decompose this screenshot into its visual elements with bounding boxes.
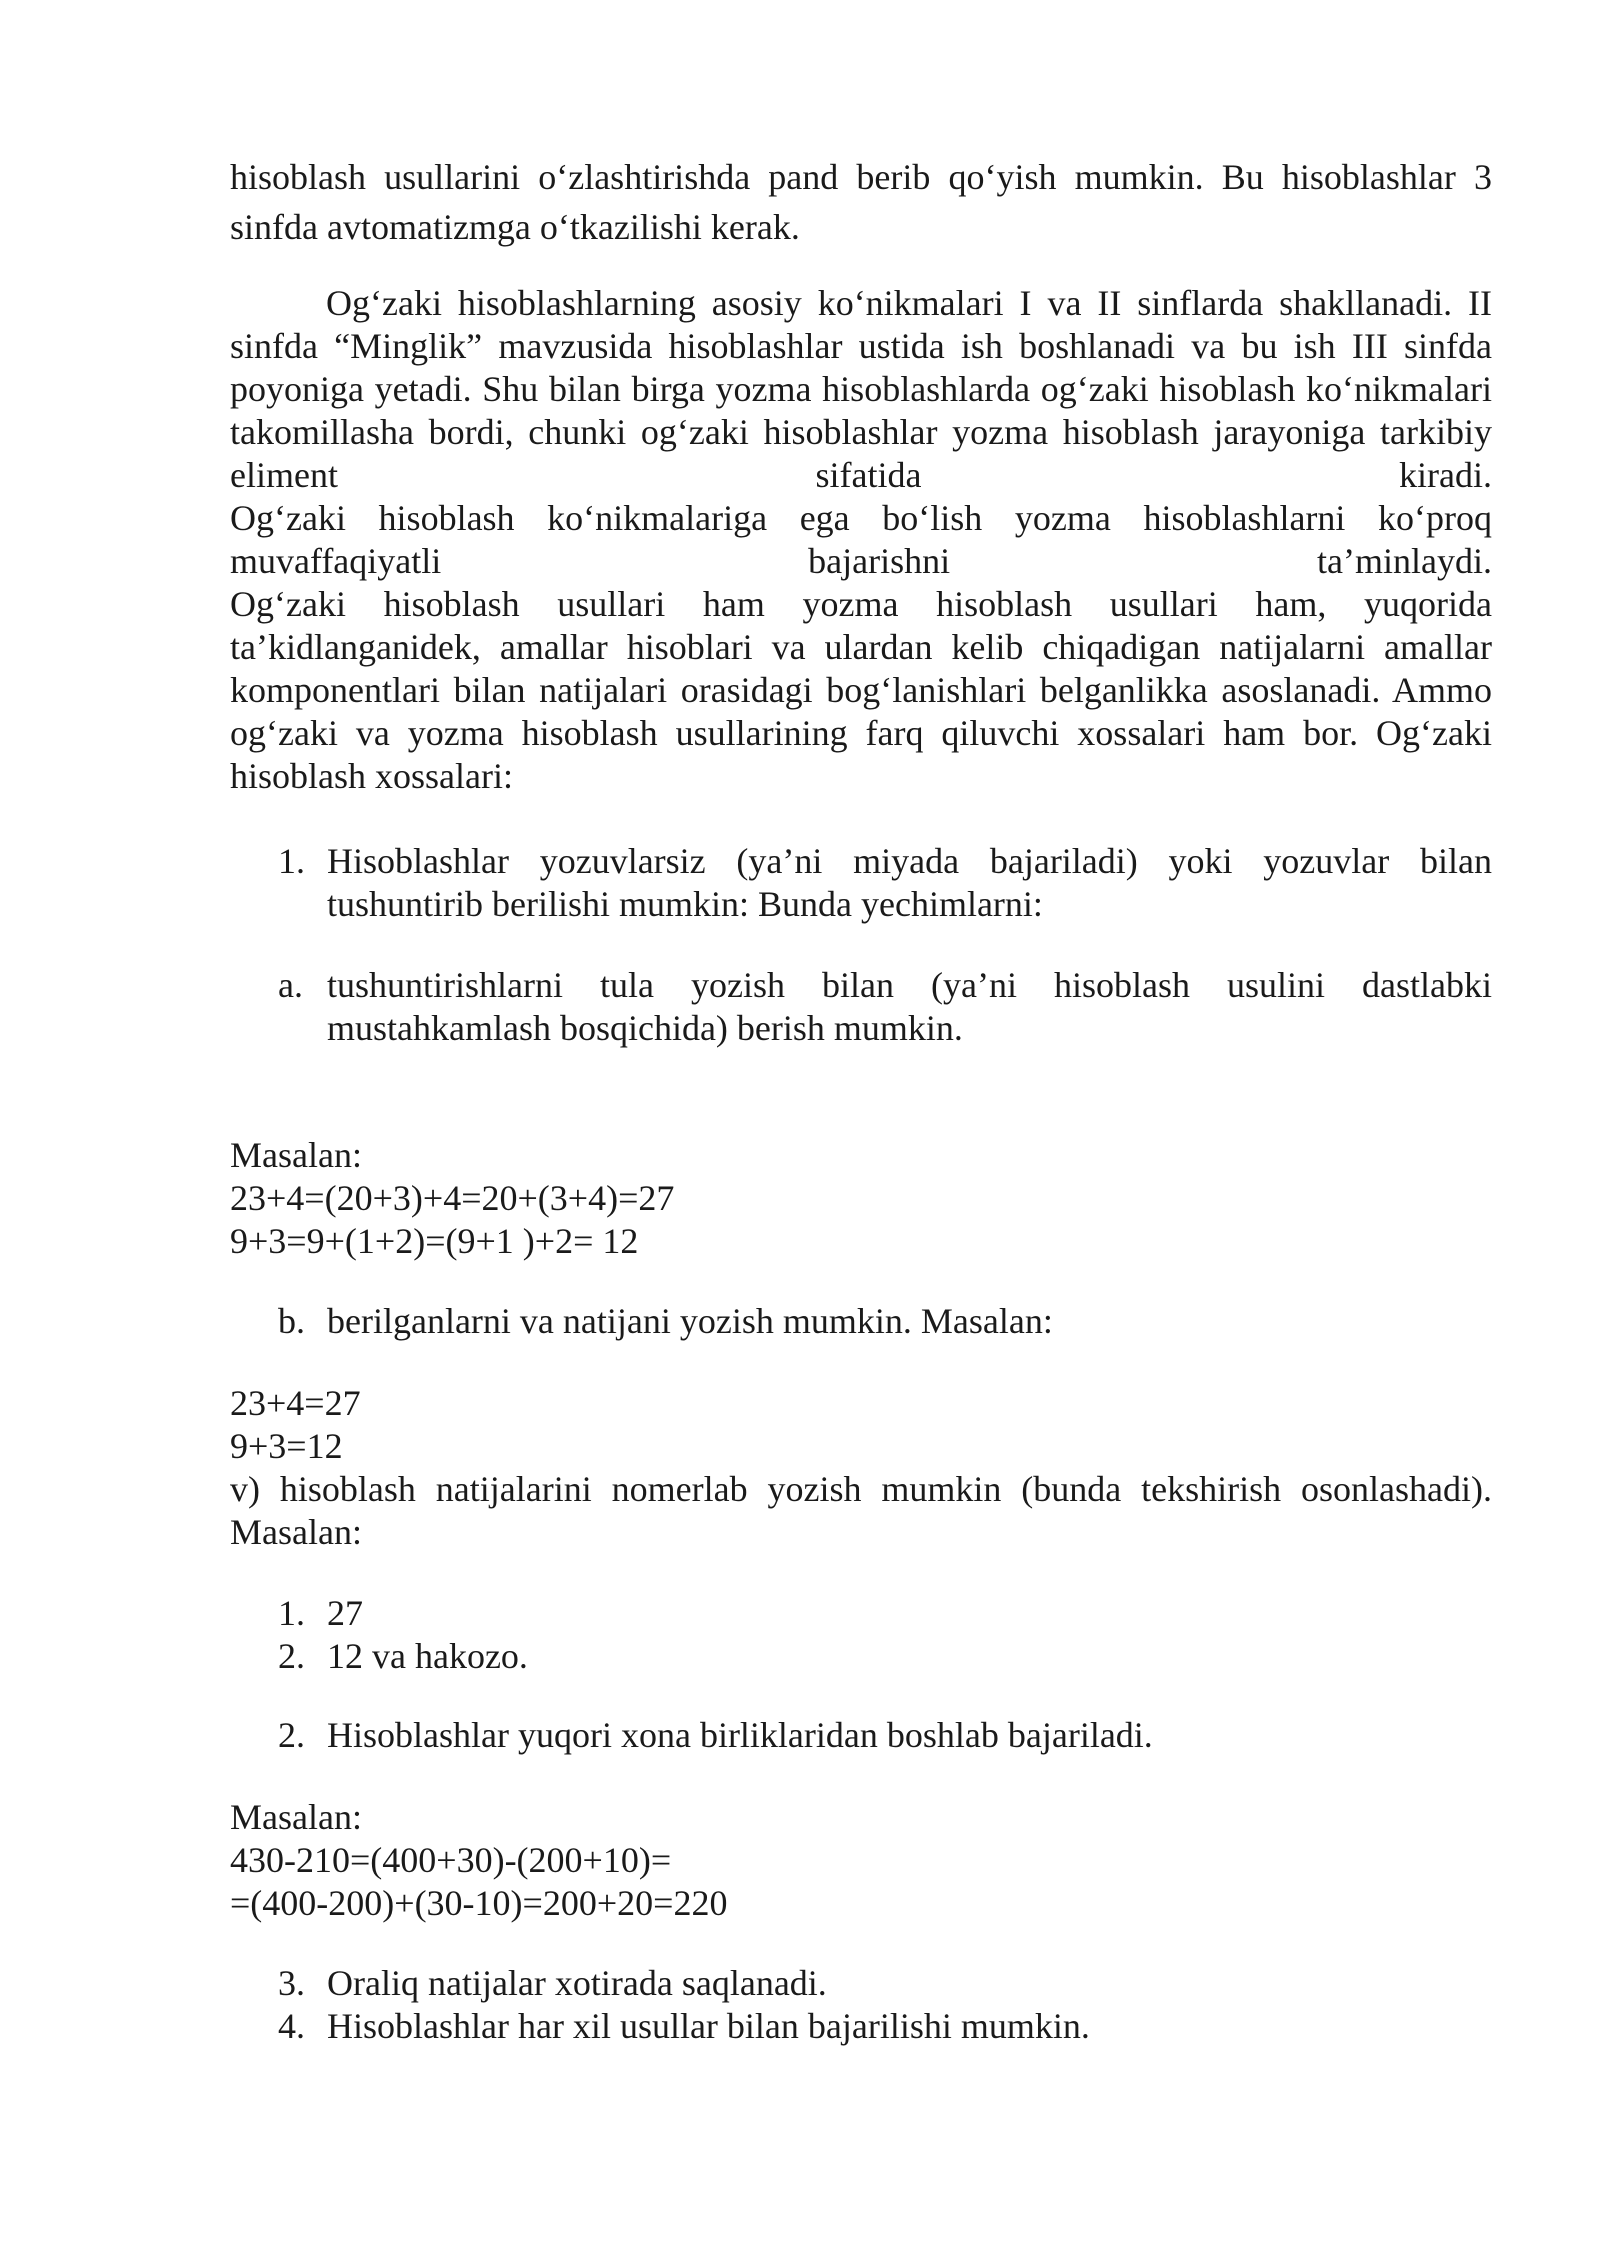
list-marker: 2.: [278, 1636, 305, 1676]
paragraph-text: Og‘zaki hisoblashlarning asosiy ko‘nikmalari I va II sinflarda shakllanadi. II sinfda “Minglik” mavzusida hisoblashlar ustida ish boshlanadi va bu ish III sinfda poyoniga yetadi. Shu bilan birga yozma hisoblashlarda og‘zaki hisoblash ko‘nikmalari takomillasha bordi, chunki og‘zaki hisoblashlar yozma hisoblash jarayoniga tarkibiy eliment sifatida kiradi.: [230, 283, 1492, 495]
list-item: [230, 1592, 1492, 1635]
list-item: [230, 840, 1492, 926]
paragraph-text: Og‘zaki hisoblash usullari ham yozma hisoblash usullari ham, yuqorida ta’kidlanganidek, amallar hisoblari va ulardan kelib chiqadigan natijalarni amallar komponentlari bilan natijalari orasidagi bog‘lanishlari belganlikka asoslanadi. Ammo og‘zaki va yozma hisoblash usullarining farq qiluvchi xossalari ham bor. Og‘zaki hisoblash xossalari:: [230, 584, 1492, 796]
list-item-text: Hisoblashlar har xil usullar bilan bajarilishi mumkin.: [327, 2006, 1090, 2046]
formula-line: 9+3=12: [230, 1426, 343, 1466]
lettered-list: [230, 1300, 1492, 1343]
list-item: [230, 1962, 1492, 2005]
list-marker: b.: [278, 1301, 305, 1341]
list-marker: 1.: [278, 1593, 305, 1633]
list-marker: 1.: [278, 841, 305, 881]
formula-line: 23+4=(20+3)+4=20+(3+4)=27: [230, 1178, 675, 1218]
paragraph-intro: hisoblash usullarini o‘zlashtirishda pand berib qo‘yish mumkin. Bu hisoblashlar 3 sinfda avtomatizmga o‘tkazilishi kerak.: [230, 157, 1492, 247]
formula-line: =(400-200)+(30-10)=200+20=220: [230, 1883, 728, 1923]
list-item: [230, 1300, 1492, 1343]
example-label: Masalan:: [230, 1797, 362, 1837]
numbered-list: [230, 1714, 1492, 1757]
example-label: Masalan:: [230, 1135, 362, 1175]
paragraph-oral-skills: [230, 282, 1492, 798]
formula-line: 23+4=27: [230, 1383, 361, 1423]
paragraph-text: Og‘zaki hisoblash ko‘nikmalariga ega bo‘lish yozma hisoblashlarni ko‘proq muvaffaqiyatli bajarishni ta’minlaydi.: [230, 498, 1492, 581]
list-item: [230, 1714, 1492, 1757]
list-item: [230, 964, 1492, 1050]
numbered-results-list: [230, 1592, 1492, 1678]
lettered-list: [230, 964, 1492, 1050]
list-item: [230, 2005, 1492, 2048]
list-marker: a.: [278, 965, 303, 1005]
numbered-list: [230, 1962, 1492, 2048]
list-item-text: tushuntirishlarni tula yozish bilan (ya’ni hisoblash usulini dastlabki mustahkamlash bosqichida) berish mumkin.: [327, 965, 1492, 1048]
list-item-text: Hisoblashlar yuqori xona birliklaridan boshlab bajariladi.: [327, 1715, 1153, 1755]
list-item-text: Hisoblashlar yozuvlarsiz (ya’ni miyada bajariladi) yoki yozuvlar bilan tushuntirib berilishi mumkin: Bunda yechimlarni:: [327, 841, 1492, 924]
list-marker: 2.: [278, 1715, 305, 1755]
formula-line: 430-210=(400+30)-(200+10)=: [230, 1840, 672, 1880]
list-item-text: 12 va hakozo.: [327, 1636, 528, 1676]
list-marker: 3.: [278, 1963, 305, 2003]
list-marker: 4.: [278, 2006, 305, 2046]
list-item-text: 27: [327, 1593, 363, 1633]
list-item: [230, 1635, 1492, 1678]
numbered-list: [230, 840, 1492, 926]
list-item-text: Oraliq natijalar xotirada saqlanadi.: [327, 1963, 827, 2003]
paragraph-text: v) hisoblash natijalarini nomerlab yozish mumkin (bunda tekshirish osonlashadi).: [230, 1469, 1492, 1509]
formula-line: 9+3=9+(1+2)=(9+1 )+2= 12: [230, 1221, 639, 1261]
list-item-text: berilganlarni va natijani yozish mumkin. Masalan:: [327, 1301, 1053, 1341]
example-label: Masalan:: [230, 1512, 362, 1552]
